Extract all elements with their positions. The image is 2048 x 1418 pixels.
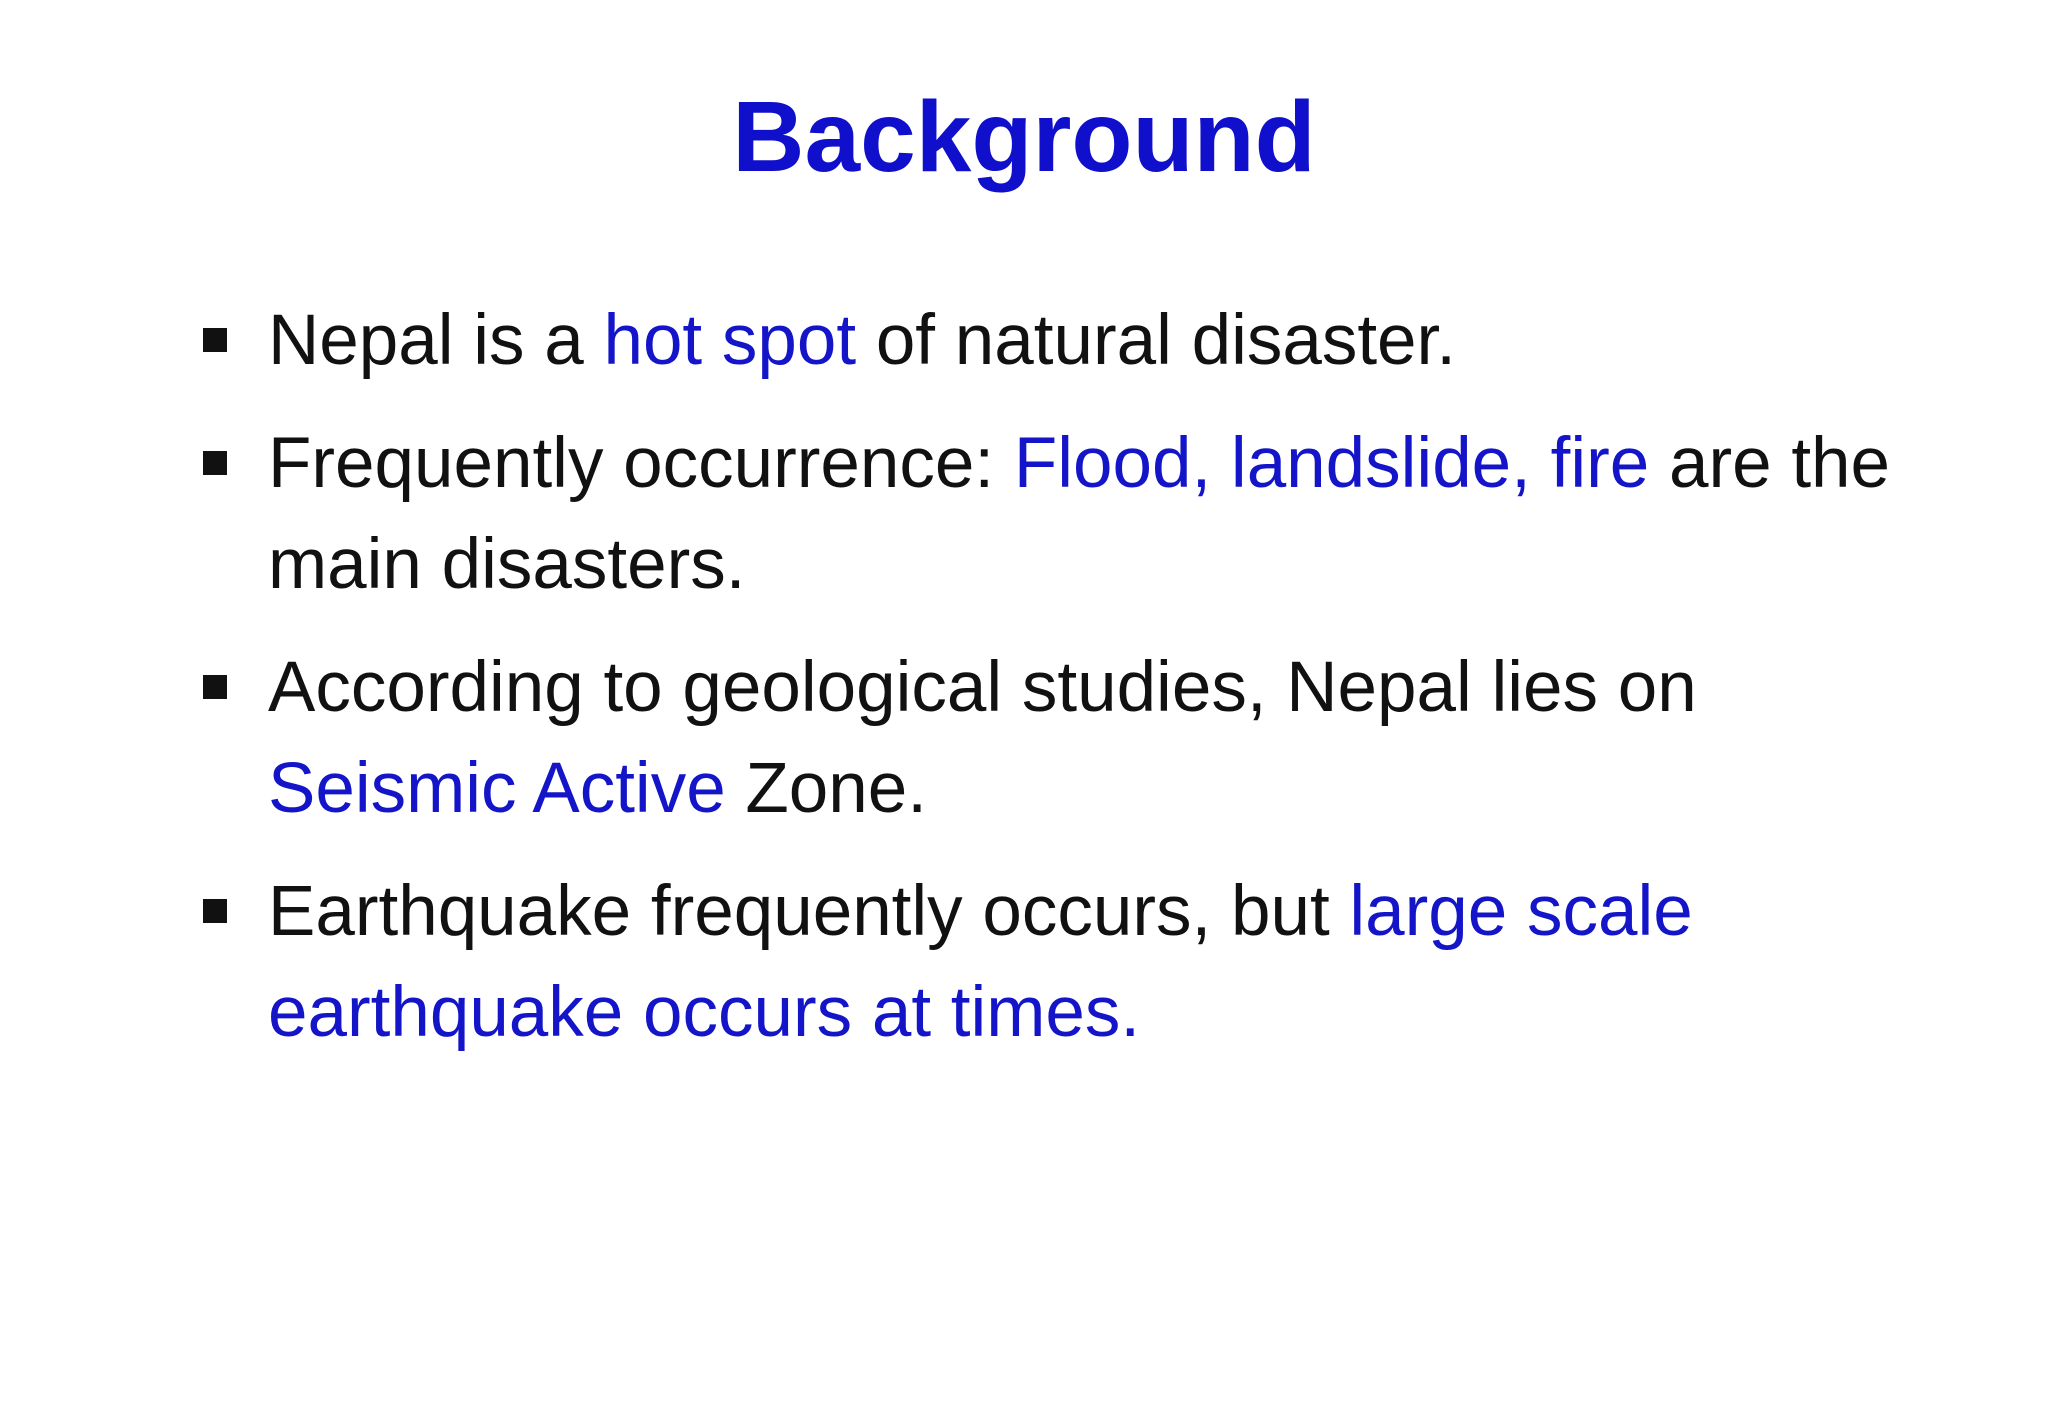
bullet-text-segment: are the main disasters. [268, 424, 1891, 604]
bullet-text-segment: According to geological studies, Nepal lies on [268, 648, 1697, 727]
bullet-list [200, 290, 1940, 1085]
bullet-text [268, 301, 1456, 380]
slide-title: Background [732, 81, 1316, 193]
square-bullet-icon [203, 675, 227, 699]
highlighted-text: Seismic Active [268, 749, 726, 828]
bullet-item [200, 413, 1940, 615]
bullet-text-segment: of natural disaster. [856, 301, 1456, 380]
bullet-text [268, 424, 1890, 604]
bullet-text-segment: Earthquake frequently occurs, but [268, 872, 1350, 951]
bullet-text [268, 648, 1697, 828]
square-bullet-icon [203, 899, 227, 923]
square-bullet-icon [203, 451, 227, 475]
bullet-text-segment: Frequently occurrence: [268, 424, 1014, 503]
bullet-item [200, 861, 1940, 1063]
highlighted-text: Flood, landslide, fire [1013, 424, 1650, 503]
highlighted-text: large scale earthquake occurs at times. [268, 872, 1693, 1052]
bullet-item [200, 637, 1940, 839]
bullet-text-segment: Nepal is a [268, 301, 604, 380]
bullet-text [268, 872, 1693, 1052]
bullet-text-segment: Zone. [725, 749, 927, 828]
bullet-item [200, 290, 1940, 391]
square-bullet-icon [203, 328, 227, 352]
highlighted-text: hot spot [603, 301, 857, 380]
